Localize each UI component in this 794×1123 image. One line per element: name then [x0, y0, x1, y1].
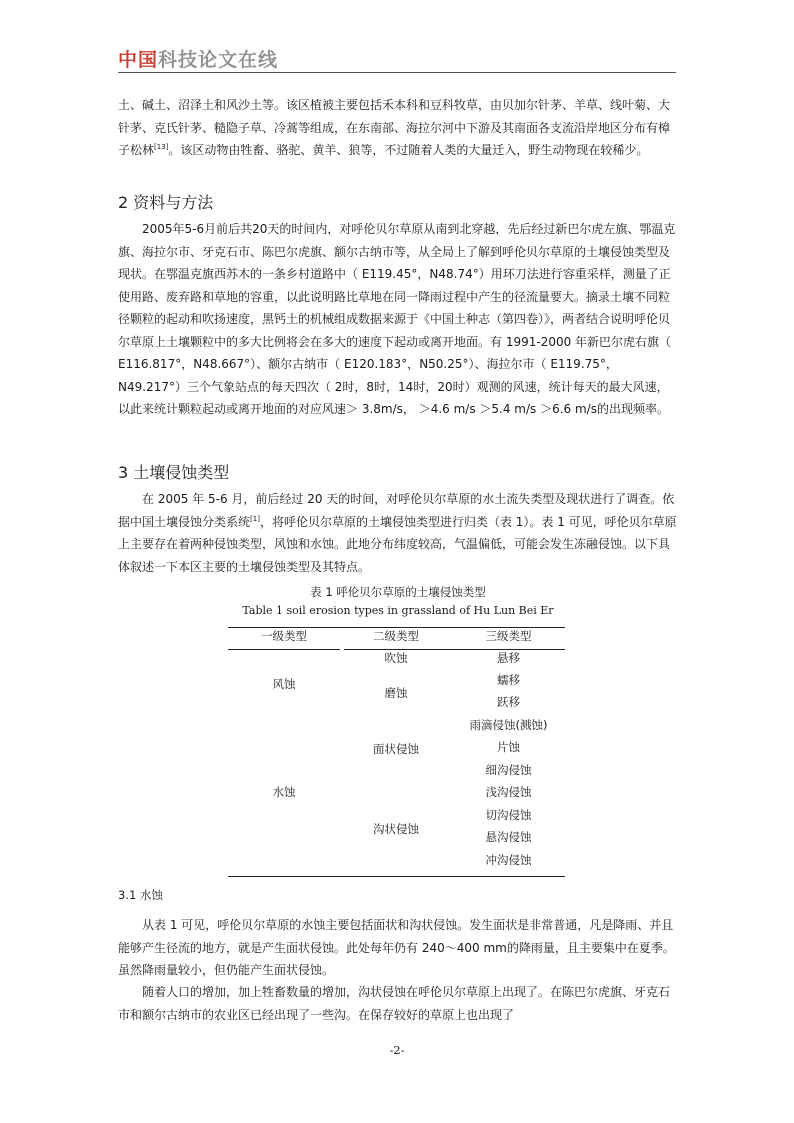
- table-cell-level2: 吹蚀: [384, 651, 408, 665]
- table-cell-level3: 雨滴侵蚀(溅蚀): [469, 718, 548, 732]
- table-cell-level3: 细沟侵蚀: [485, 763, 532, 777]
- table-cell-level3: 悬移: [497, 651, 520, 665]
- logo-part-1: 中国: [118, 49, 159, 71]
- table-cell-level2: 沟状侵蚀: [373, 822, 419, 836]
- table-header-level1: 一级类型: [261, 629, 307, 643]
- table-cell-level3: 浅沟侵蚀: [485, 785, 532, 799]
- table-cell-level1: 水蚀: [272, 785, 296, 799]
- section-3-paragraph: [118, 488, 678, 578]
- table-bottom-rule: [228, 876, 565, 877]
- header-rule: [118, 72, 676, 73]
- section-3-1-paragraph-2: 随着人口的增加，加上牲畜数量的增加，沟状侵蚀在呼伦贝尔草原上出现了。在陈巴尔虎旗、牙克石市和额尔古纳市的农业区已经出现了一些沟。在保存较好的草原上也出现了: [118, 985, 671, 1022]
- site-logo: [118, 50, 318, 72]
- section-3-1-paragraph-1: 从表 1 可见，呼伦贝尔草原的水蚀主要包括面状和沟状侵蚀。发生面状是非常普通，凡是降雨、并且能够产生径流的地方，就是产生面状侵蚀。此处每年仍有 240～400 mm的降雨量，且主要集中在夏季。虽然降雨量较小，但仍能产生面状侵蚀。: [118, 918, 675, 977]
- table-cell-level2: 面状侵蚀: [373, 742, 419, 756]
- table-cell-level3: 切沟侵蚀: [485, 808, 532, 822]
- intro-text-a: 土、碱土、沼泽土和风沙土等。该区植被主要包括禾本科和豆科牧草，由贝加尔针茅、羊草、线叶菊、大针茅、克氏针茅、糙隐子草、冷蒿等组成，在东南部、海拉尔河中下游及其南面各支流沿岸地区分布有樟子松林: [118, 98, 671, 157]
- section-2-heading: 2 资料与方法: [118, 193, 214, 212]
- citation-ref: [13]: [154, 143, 169, 151]
- intro-paragraph: [118, 94, 678, 162]
- erosion-types-table: [228, 625, 565, 879]
- table-cell-level3: 片蚀: [497, 740, 520, 754]
- table-caption-zh: 表 1 呼伦贝尔草原的土壤侵蚀类型: [310, 585, 486, 599]
- section-3-text-a: 在 2005 年 5-6 月，前后经过 20 天的时间，对呼伦贝尔草原的水土流失类型及现状进行了调查。依据中国土壤侵蚀分类系统: [118, 492, 675, 529]
- table-cell-level3: 悬沟侵蚀: [485, 830, 532, 844]
- section-3-text-b: ，将呼伦贝尔草原的土壤侵蚀类型进行归类（表 1）。表 1 可见，呼伦贝尔草原上主要存在着两种侵蚀类型，风蚀和水蚀。此地分布纬度较高，气温偏低，可能会发生冻融侵蚀。以下具体叙述一下本区主要的土壤侵蚀类型及其特点。: [118, 514, 677, 574]
- table-cell-level3: 冲沟侵蚀: [485, 853, 532, 867]
- table-caption-en: Table 1 soil erosion types in grassland of Hu Lun Bei Er: [242, 604, 554, 617]
- intro-text-b: 。该区动物由牲畜、骆驼、黄羊、狼等，不过随着人类的大量迁入，野生动物现在较稀少。: [168, 143, 649, 157]
- citation-ref: [1]: [250, 514, 260, 523]
- table-cell-level3: 跃移: [497, 695, 520, 709]
- page-number: -2-: [389, 1043, 405, 1057]
- table-cell-level1: 风蚀: [272, 677, 296, 691]
- table-header-level3: 三级类型: [485, 629, 532, 643]
- table-header-rule-left: [228, 649, 340, 650]
- section-3-heading: 3 土壤侵蚀类型: [118, 463, 230, 482]
- section-2-paragraph: 2005年5-6月前后共20天的时间内，对呼伦贝尔草原从南到北穿越，先后经过新巴尔虎左旗、鄂温克旗、海拉尔市、牙克石市、陈巴尔虎旗、额尔古纳市等，从全局上了解到呼伦贝尔草原的土壤侵蚀类型及现状。在鄂温克旗西苏木的一条乡村道路中（ E119.45°，N48.74°）用环刀法进行容重采样，测量了正使用路、废弃路和草地的容重，以此说明路比草地在同一降雨过程中产生的径流量要大。摘录土壤不同粒径颗粒的起动和吹扬速度，黑钙土的机械组成数据来源于《中国土种志（第四卷）》，两者结合说明呼伦贝尔草原上土壤颗粒中的多大比例将会在多大的速度下起动或离开地面。有 1991-2000 年新巴尔虎右旗（ E116.817°，N48.667°）、额尔古纳市（ E120.183°，N50.25°）、海拉尔市（ E119.75°，N49.217°）三个气象站点的每天四次（ 2时，8时，14时，20时）观测的风速，统计每天的最大风速，以此来统计颗粒起动或离开地面的对应风速＞ 3.8m/s， ＞4.6 m/s ＞5.4 m/s ＞6.6 m/s的出现频率。: [118, 222, 676, 416]
- table-cell-level3: 蠕移: [497, 673, 520, 687]
- table-header-level2: 二级类型: [373, 629, 419, 643]
- section-3-1-heading: 3.1 水蚀: [118, 888, 163, 902]
- logo-part-2: 科技论文在线: [158, 49, 279, 71]
- table-cell-level2: 磨蚀: [384, 686, 408, 700]
